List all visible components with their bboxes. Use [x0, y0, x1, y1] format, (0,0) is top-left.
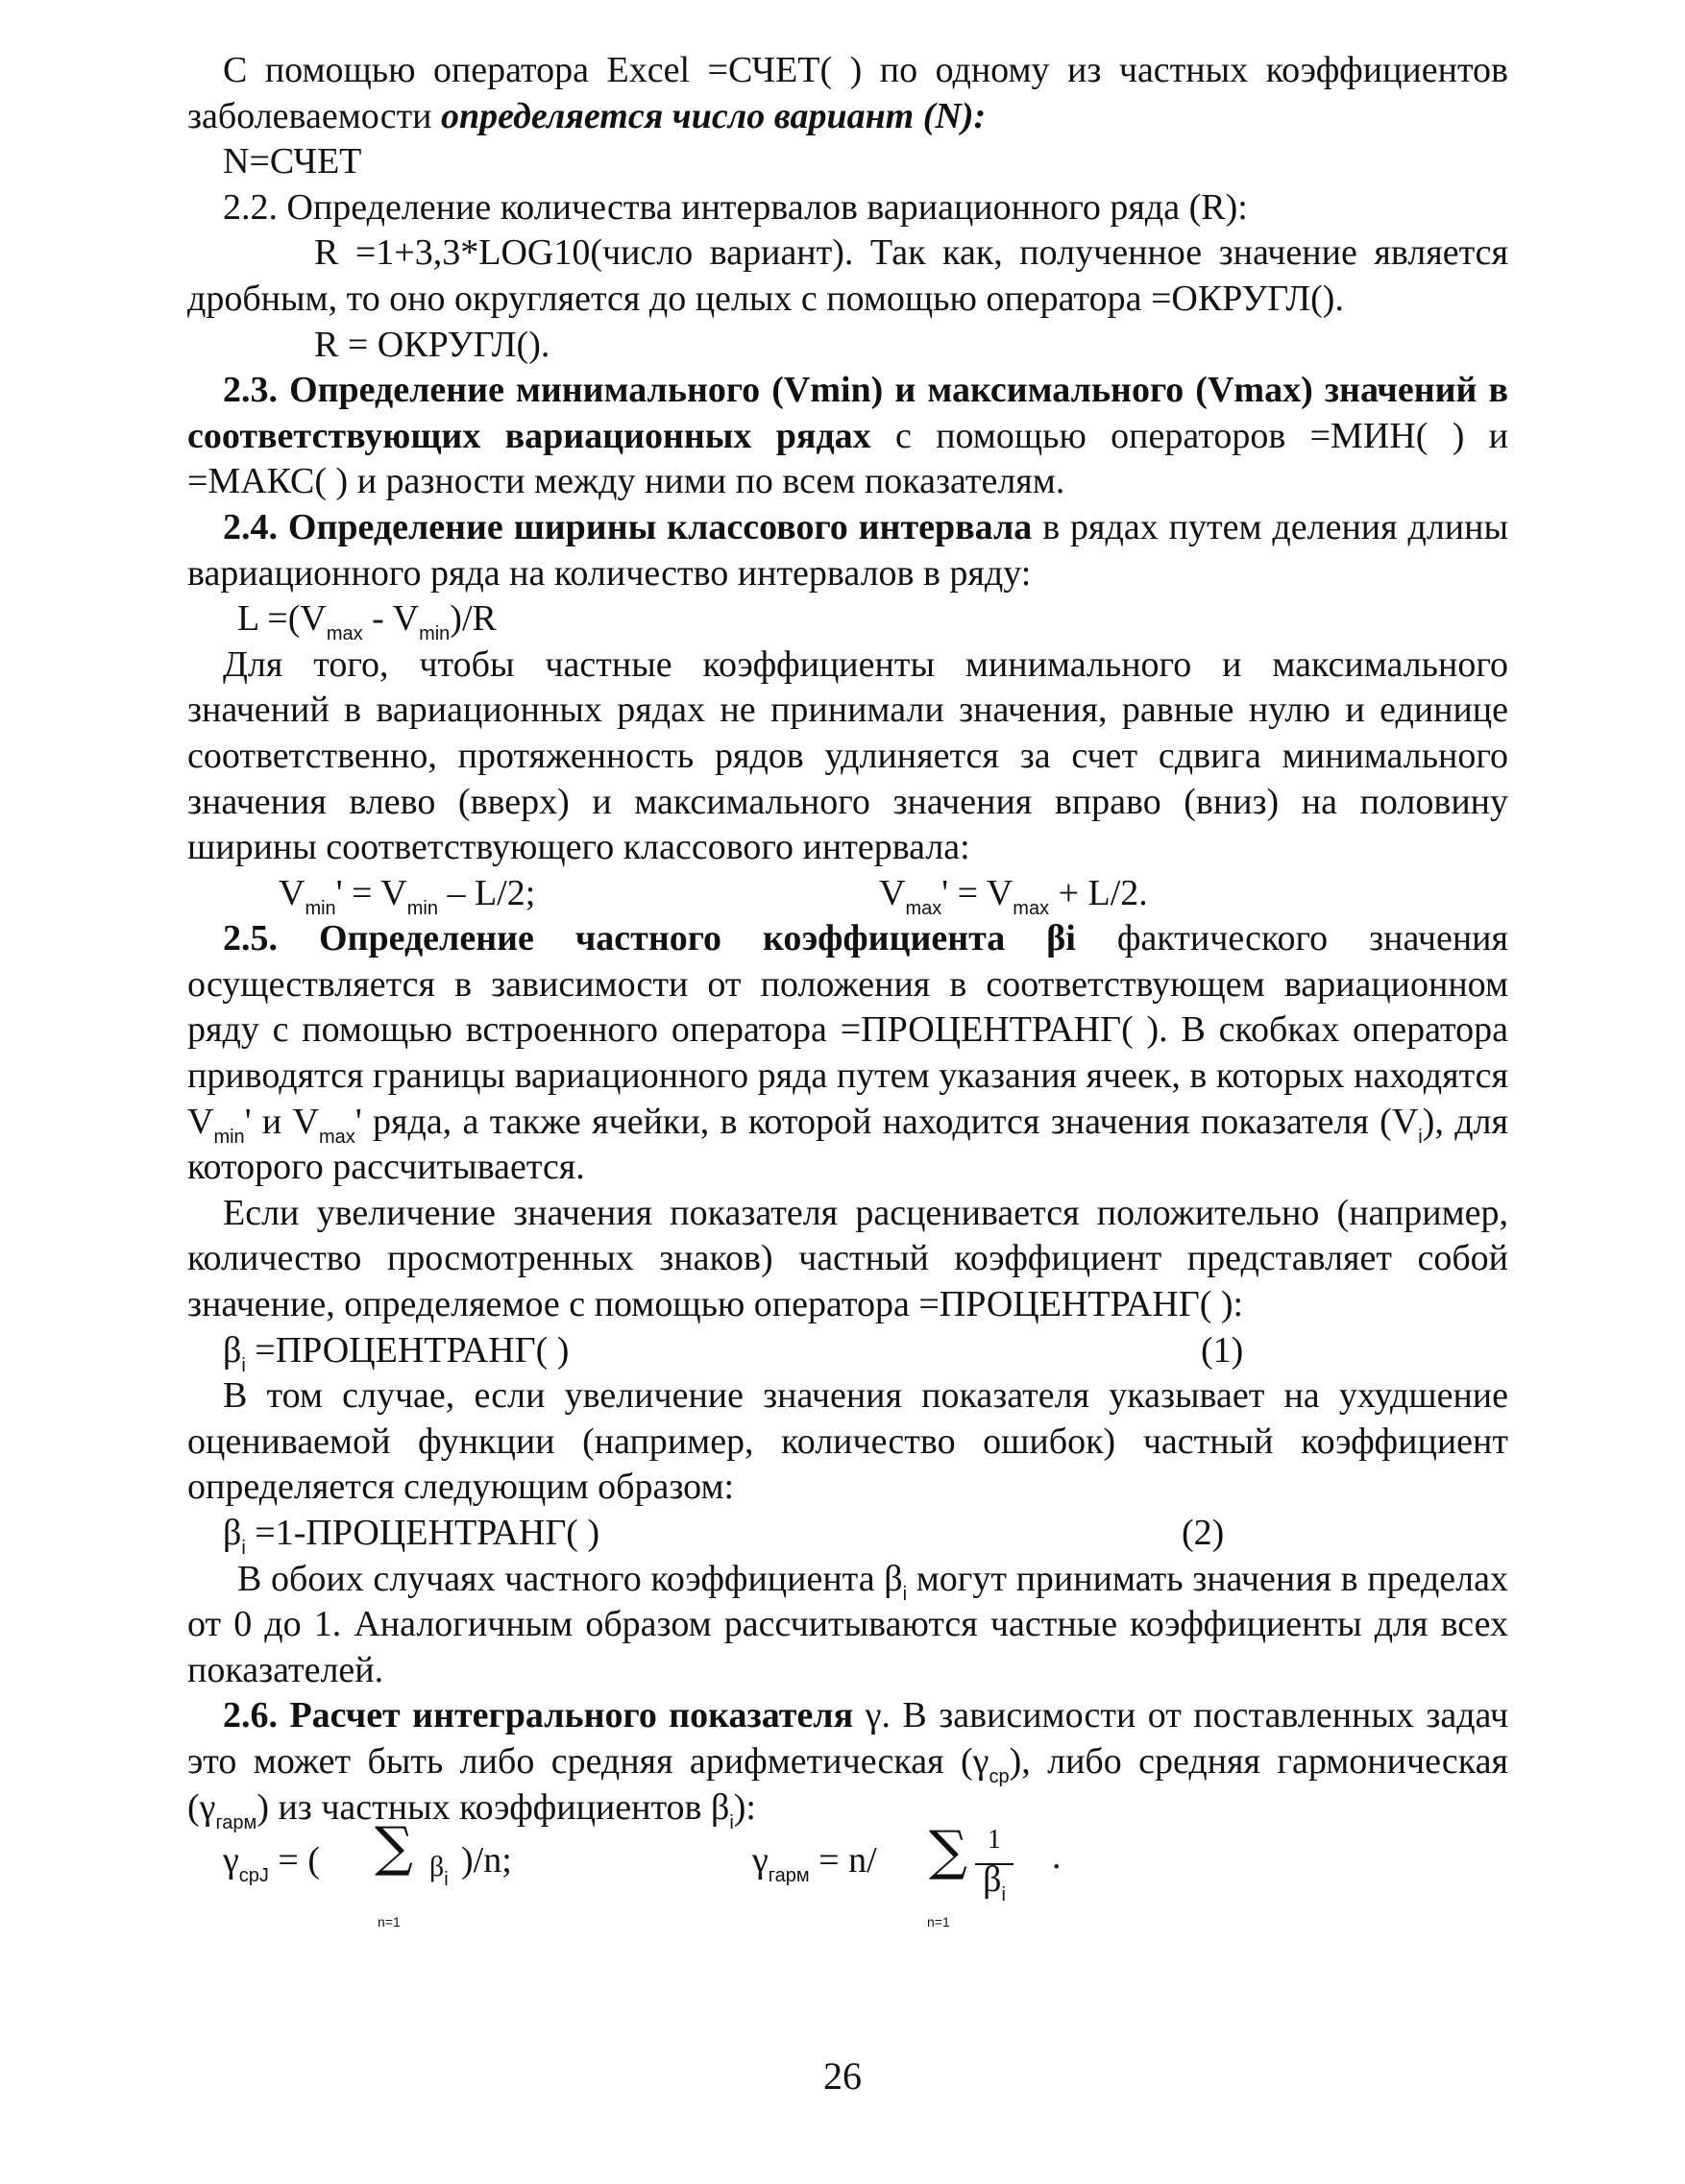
formula-dot: .	[1052, 1836, 1062, 1878]
page-body	[187, 48, 1508, 1931]
section-2-5	[187, 916, 1508, 1191]
section-2-5-text: ' и V	[244, 1101, 320, 1142]
formula-part: β	[429, 1851, 445, 1883]
formula-1	[223, 1328, 569, 1374]
formula-sub: ср	[989, 1765, 1010, 1787]
formula-sub: max	[905, 897, 942, 919]
formula-vmin-shift	[279, 871, 535, 917]
formula-sub: i	[1418, 1126, 1423, 1148]
formula-shift-row	[187, 871, 1508, 917]
section-2-6	[187, 1693, 1508, 1831]
section-2-2-heading: 2.2. Определение количества интервалов вариационного ряда (R):	[223, 186, 1248, 228]
formula-part: β	[983, 1859, 1002, 1901]
formula-part: ' = V	[335, 872, 407, 913]
formula-sub: i	[1001, 1884, 1006, 1906]
formula-l-sub-min: min	[419, 623, 451, 645]
formula-part: =1-ПРОЦЕНТРАНГ( )	[245, 1513, 600, 1553]
section-2-6-text: ):	[733, 1786, 756, 1828]
formula-sub: срJ	[238, 1865, 269, 1887]
paragraph-count	[187, 48, 1508, 139]
formula-part: ' = V	[941, 872, 1013, 913]
section-2-5-text: фактического значения осуществляется в зависимости от положения в соответствующем вариационном ряду с помощью встроенного оператора =ПРОЦЕНТРАНГ( ). В скобках оператора приводятся границы вариационного ряда путем указания ячеек, в которых находятся V	[187, 918, 1508, 1142]
paragraph-count-emphasis: определяется число вариант (N):	[441, 95, 987, 136]
formula-l-part: )/R	[450, 598, 497, 640]
formula-l	[187, 596, 1508, 643]
formula-l-part: - V	[362, 598, 420, 640]
section-2-6-heading: 2.6. Расчет интегрального показателя	[223, 1695, 854, 1736]
sum-sign: ∑	[375, 1816, 413, 1880]
formula-sub: i	[241, 1538, 246, 1559]
formula-part: γ	[752, 1840, 769, 1881]
section-2-5-heading: 2.5. Определение частного коэффициента βi	[223, 918, 1076, 959]
section-2-6-text: . В зависимости от поставленных задач это может быть либо средняя арифметическая (γ	[187, 1695, 1509, 1782]
formula-part: γ	[223, 1840, 239, 1881]
formula-part: =ПРОЦЕНТРАНГ( )	[245, 1329, 570, 1371]
paragraph-count-text: С помощью оператора Excel =СЧЕТ( ) по одному из частных коэффициентов заболеваемости	[187, 50, 1508, 136]
section-2-5-text: ' ряда, а также ячейки, в которой находится значения показателя (V	[354, 1101, 1419, 1142]
formula-part: + L/2.	[1049, 872, 1148, 913]
formula-l-sub-max: max	[326, 623, 363, 645]
formula-gamma-row	[187, 1816, 1508, 1931]
formula-gamma-mean	[223, 1838, 321, 1887]
sum-limit: n=1	[927, 1914, 950, 1930]
formula-part: = (	[268, 1840, 321, 1881]
sum-sign: ∑	[929, 1820, 967, 1883]
formula-part: V	[279, 872, 305, 913]
formula-sub: i	[902, 1583, 908, 1605]
paragraph-negative: В том случае, если увеличение значения показателя указывает на ухудшение оцениваемой функции (например, количество ошибок) частный коэффициент определяется следующим образом:	[187, 1375, 1508, 1508]
formula-part: = n/	[809, 1840, 877, 1881]
paragraph-shift: Для того, чтобы частные коэффициенты минимального и максимального значений в вариационных рядах не принимали значения, равные нулю и единице соответственно, протяженность рядов удлиняется за счет сдвига минимального значения влево (вверх) и максимального значения вправо (вниз) на половину ширины соответствующего классового интервала:	[187, 643, 1508, 868]
formula-n: N=СЧЕТ	[223, 141, 362, 182]
paragraph-positive: Если увеличение значения показателя расценивается положительно (например, количество просмотренных знаков) частный коэффициент представляет собой значение, определяемое с помощью оператора =ПРОЦЕНТРАНГ( ):	[187, 1192, 1508, 1325]
formula-gamma-harm	[752, 1838, 877, 1887]
formula-part: – L/2;	[437, 872, 536, 913]
formula-sub: min	[305, 897, 336, 919]
formula-sub: гарм	[215, 1811, 257, 1833]
section-2-4-text: в рядах путем деления длины вариационного ряда на количество интервалов в ряду:	[187, 506, 1509, 594]
paragraph-both	[187, 1557, 1508, 1694]
paragraph-both-text: В обоих случаях частного коэффициента β	[237, 1558, 903, 1599]
section-2-6-text: γ	[853, 1695, 882, 1736]
formula-vmax-shift	[879, 871, 1148, 917]
fraction-denominator	[975, 1857, 1013, 1904]
section-2-2-body: R =1+3,3*LOG10(число вариант). Так как, полученное значение является дробным, то оно округляется до целых с помощью оператора =ОКРУГЛ().	[187, 232, 1508, 319]
section-2-6-text: ) из частных коэффициентов β	[256, 1786, 730, 1828]
sum-limit: n=1	[378, 1914, 401, 1930]
formula-l-part: L =(V	[237, 598, 327, 640]
formula-1-row	[187, 1328, 1508, 1374]
formula-sub: max	[1013, 897, 1050, 919]
formula-sub: min	[406, 897, 438, 919]
formula-2	[223, 1511, 599, 1557]
page-number: 26	[823, 2054, 862, 2098]
formula-sub: гарм	[768, 1865, 810, 1887]
formula-sub: i	[444, 1869, 449, 1891]
section-2-3-heading: 2.3. Определение минимального (Vmin) и максимального (Vmax) значений в соответствующих вариационных рядах	[187, 370, 1508, 456]
section-2-4	[187, 505, 1508, 596]
formula-beta-i	[429, 1844, 449, 1890]
formula-r: R = ОКРУГЛ().	[314, 324, 550, 365]
section-2-3	[187, 368, 1508, 505]
formula-2-number: (2)	[1182, 1513, 1225, 1553]
paragraph-both-text: могут принимать значения в пределах от 0 до 1. Аналогичным образом рассчитываются частные коэффициенты для всех показателей.	[187, 1558, 1509, 1690]
formula-2-row	[187, 1511, 1508, 1557]
formula-1-number: (1)	[1201, 1329, 1244, 1371]
section-2-4-heading: 2.4. Определение ширины классового интервала	[223, 506, 1033, 547]
formula-sub: min	[213, 1126, 245, 1148]
section-2-6-text: ), либо средняя гармоническая (γ	[187, 1740, 1508, 1828]
formula-sub: i	[241, 1354, 246, 1376]
formula-sub: max	[319, 1126, 355, 1148]
fraction-numerator: 1	[975, 1817, 1013, 1865]
formula-part: V	[879, 872, 906, 913]
formula-part: )/n;	[461, 1840, 512, 1881]
section-2-5-text: ), для которого рассчитывается.	[187, 1101, 1508, 1188]
section-2-3-text: с помощью операторов =МИН( ) и =МАКС( ) и разности между ними по всем показателям.	[187, 415, 1509, 502]
formula-part: β	[223, 1329, 242, 1371]
formula-part: β	[223, 1513, 242, 1553]
formula-sub: i	[729, 1811, 734, 1833]
